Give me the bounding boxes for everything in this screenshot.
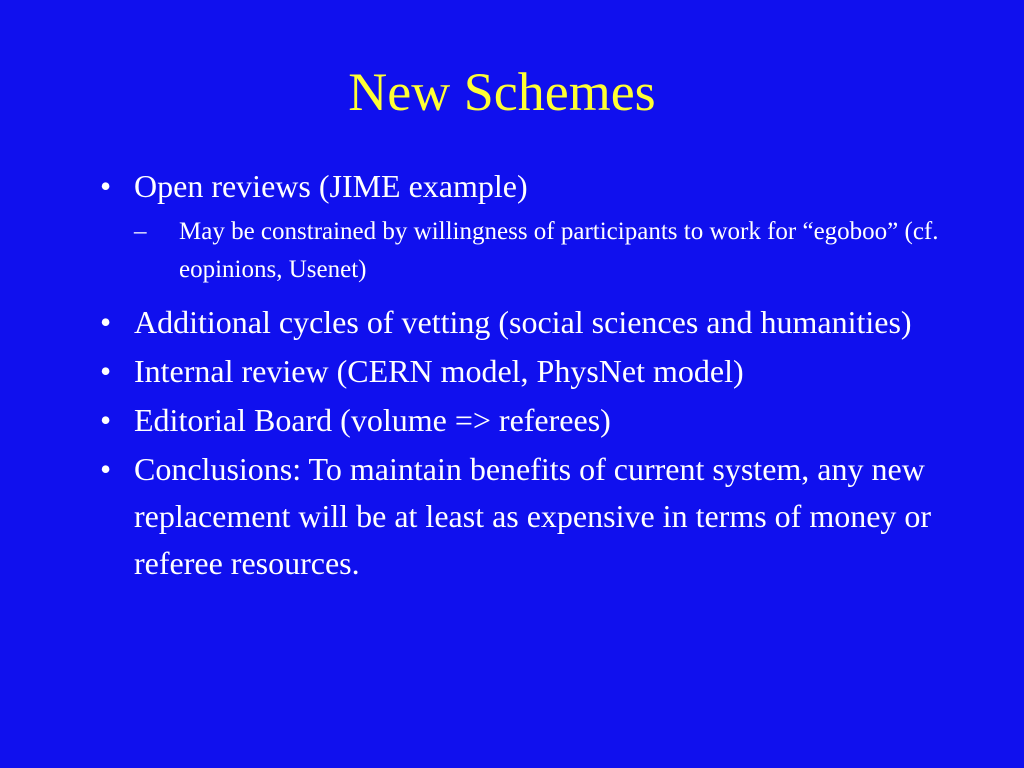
bullet-item-open-reviews xyxy=(96,163,956,210)
bullet-marker: • xyxy=(100,353,112,389)
sub-bullet-text: May be constrained by willingness of participants to work for “egoboo” (cf. eopinions, Usenet) xyxy=(179,218,939,283)
sub-bullet-marker: – xyxy=(134,218,147,245)
bullet-text: Editorial Board (volume => referees) xyxy=(134,402,611,438)
bullet-text: Additional cycles of vetting (social sciences and humanities) xyxy=(134,304,912,340)
bullet-item-vetting xyxy=(96,299,956,346)
bullet-marker: • xyxy=(100,168,112,204)
bullet-list xyxy=(96,163,956,589)
bullet-item-internal-review xyxy=(96,348,956,395)
bullet-item-conclusions xyxy=(96,446,956,587)
bullet-marker: • xyxy=(100,451,112,487)
bullet-marker: • xyxy=(100,402,112,438)
sub-bullet-item-constraints xyxy=(96,213,956,289)
slide-title: New Schemes xyxy=(348,62,656,122)
bullet-text: Open reviews (JIME example) xyxy=(134,168,528,204)
bullet-item-editorial-board xyxy=(96,397,956,444)
bullet-text: Conclusions: To maintain benefits of current system, any new replacement will be at least as expensive in terms of money or referee resources. xyxy=(134,451,932,581)
bullet-marker: • xyxy=(100,304,112,340)
bullet-text: Internal review (CERN model, PhysNet model) xyxy=(134,353,744,389)
